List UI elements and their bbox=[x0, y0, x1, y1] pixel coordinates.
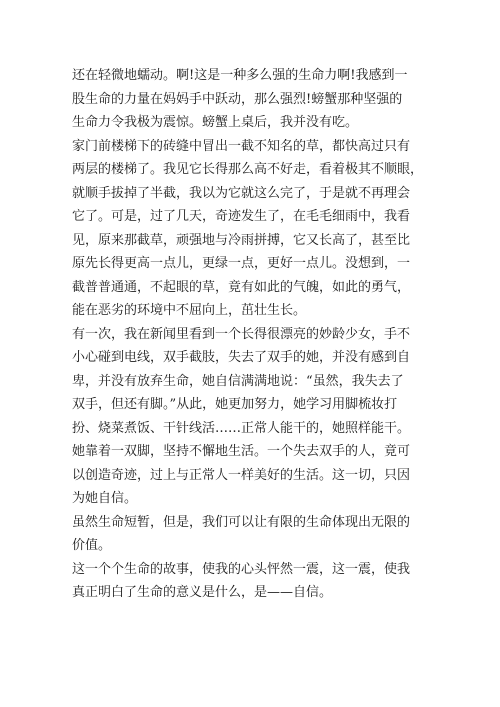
text-line: 截普普通通，不起眼的草，竟有如此的气魄，如此的勇气， bbox=[72, 279, 411, 295]
paragraph bbox=[72, 323, 432, 511]
text-line: 它了。可是，过了几天，奇迹发生了，在毛毛细雨中，我看 bbox=[72, 209, 411, 224]
text-line: 家门前楼梯下的砖缝中冒出一截不知名的草，都快高过只有 bbox=[72, 138, 411, 154]
text-line: 两层的楼梯了。我见它长得那么高不好走，看着极其不顺眼， bbox=[72, 162, 424, 177]
text-line: 卑，并没有放弃生命，她自信满满地说：“虽然，我失去了 bbox=[72, 373, 404, 389]
text-line: 原先长得更高一点儿，更绿一点，更好一点儿。没想到，一 bbox=[72, 256, 411, 271]
text-line: 以创造奇迹，过上与正常人一样美好的生活。这一切，只因 bbox=[72, 467, 411, 483]
text-line: 能在恶劣的环境中不屈向上，茁壮生长。 bbox=[72, 303, 307, 318]
text-line: 为她自信。 bbox=[72, 491, 138, 506]
text-line: 有一次，我在新闻里看到一个长得很漂亮的妙龄少女，手不 bbox=[72, 326, 411, 342]
paragraph bbox=[72, 64, 432, 135]
text-line: 扮、烧菜煮饭、干针线活……正常人能干的，她照样能干。 bbox=[72, 420, 411, 436]
text-line: 股生命的力量在妈妈手中跃动，那么强烈!螃蟹那种坚强的 bbox=[72, 91, 403, 107]
text-line: 虽然生命短暂，但是，我们可以让有限的生命体现出无限的 bbox=[72, 514, 411, 530]
text-line: 她靠着一双脚，坚持不懈地生活。一个失去双手的人，竟可 bbox=[72, 444, 411, 459]
text-line: 还在轻微地蠕动。啊!这是一种多么强的生命力啊!我感到一 bbox=[72, 68, 408, 83]
text-line: 就顺手拔掉了半截，我以为它就这么完了，于是就不再理会 bbox=[72, 185, 411, 201]
paragraph bbox=[72, 558, 432, 605]
text-line: 真正明白了生命的意义是什么，是——自信。 bbox=[72, 585, 333, 600]
document-body bbox=[72, 64, 432, 605]
paragraph bbox=[72, 135, 432, 323]
text-line: 见，原来那截草，顽强地与冷雨拼搏，它又长高了，甚至比 bbox=[72, 232, 411, 248]
paragraph bbox=[72, 511, 432, 558]
text-line: 这一个个生命的故事，使我的心头怦然一震，这一震，使我 bbox=[72, 561, 411, 577]
text-line: 生命力令我极为震惊。螃蟹上桌后，我并没有吃。 bbox=[72, 115, 359, 130]
text-line: 双手，但还有脚。”从此，她更加努力，她学习用脚梳妆打 bbox=[72, 397, 398, 412]
text-line: 小心碰到电线，双手截肢，失去了双手的她，并没有感到自 bbox=[72, 350, 411, 365]
text-line: 价值。 bbox=[72, 538, 112, 553]
